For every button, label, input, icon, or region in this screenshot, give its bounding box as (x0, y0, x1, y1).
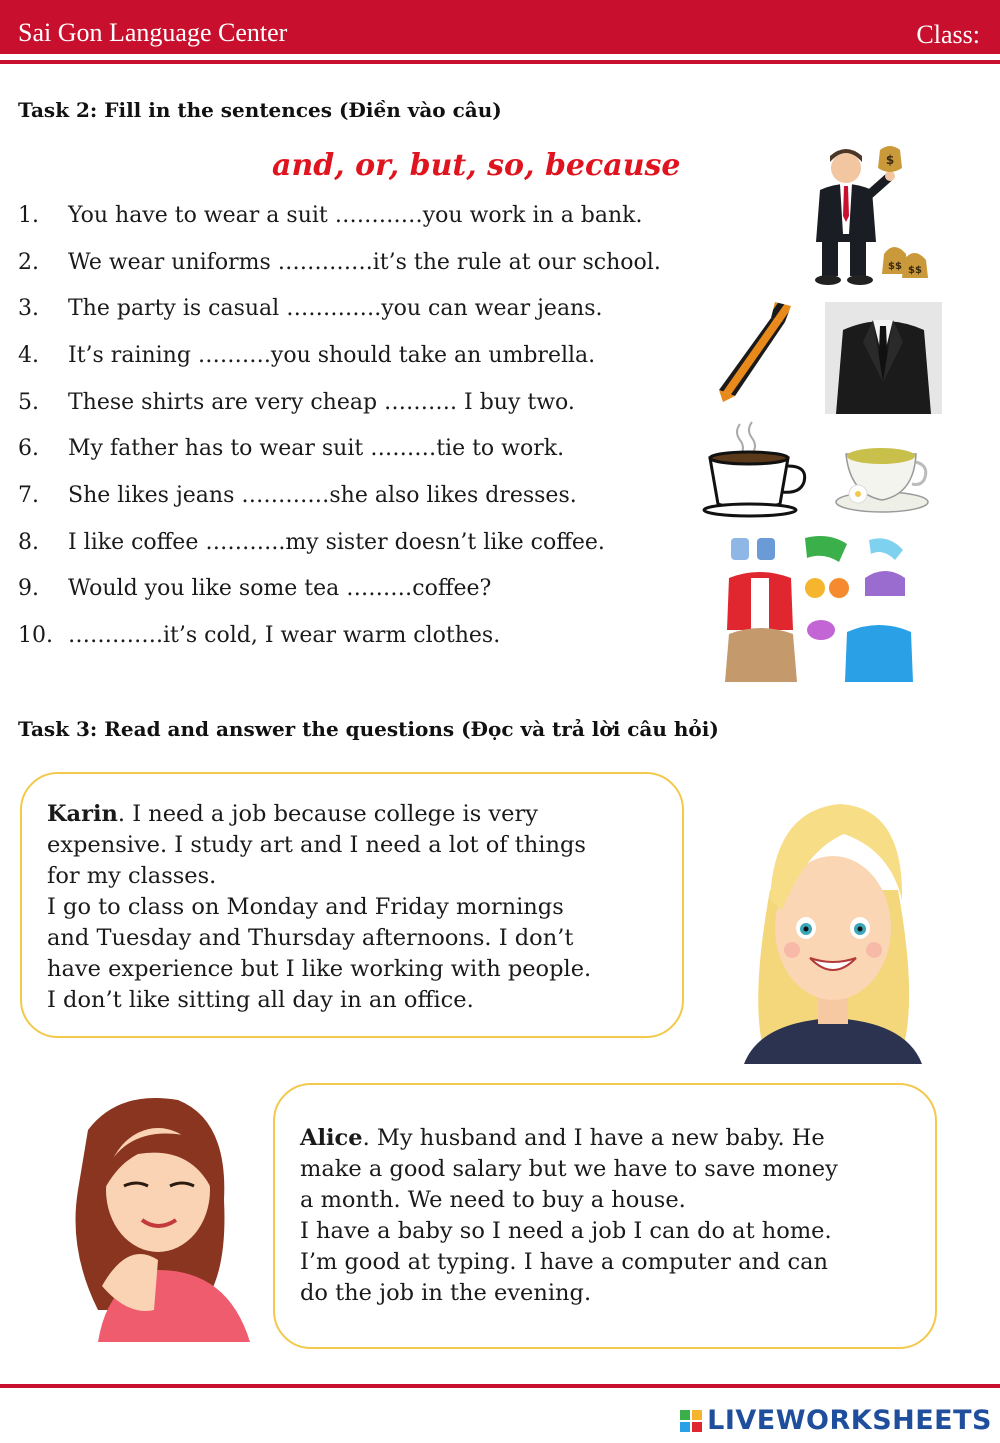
passage-line: I have a baby so I need a job I can do at home. (300, 1218, 832, 1244)
liveworksheets-logo-icon (679, 1409, 703, 1433)
passage-line: I’m good at typing. I have a computer and can (300, 1249, 829, 1275)
svg-text:$$: $$ (888, 261, 902, 272)
sentence-number: 7. (18, 483, 39, 508)
sentence-text: ………….it’s cold, I wear warm clothes. (68, 623, 501, 648)
sentence-text: These shirts are very cheap ………. I buy two. (68, 390, 575, 415)
coffee-cup-icon (702, 418, 812, 518)
sentence-number: 1. (18, 203, 39, 228)
passage-line: . My husband and I have a new baby. He (362, 1125, 825, 1151)
sentence-number: 5. (18, 390, 39, 415)
sentence-text: The party is casual ………….you can wear jeans. (68, 296, 603, 321)
passage-line: I don’t like sitting all day in an office. (47, 987, 474, 1013)
passage-line: expensive. I study art and I need a lot of things (47, 832, 586, 858)
passage-line: make a good salary but we have to save money (300, 1156, 838, 1182)
center-name: Sai Gon Language Center (18, 18, 288, 47)
tea-cup-icon (832, 436, 932, 518)
sentence-item (18, 530, 605, 555)
sentence-text: My father has to wear suit ………tie to work. (68, 436, 565, 461)
passage-line: and Tuesday and Thursday afternoons. I don’t (47, 925, 574, 951)
sentence-item (18, 250, 661, 275)
svg-text:$$: $$ (908, 265, 922, 276)
alice-name: Alice (300, 1125, 363, 1151)
passage-line: . I need a job because college is very (117, 801, 538, 827)
passage-line: a month. We need to buy a house. (300, 1187, 686, 1213)
karin-passage (47, 799, 677, 1016)
sentence-text: You have to wear a suit …………you work in a bank. (68, 203, 643, 228)
sentence-text: She likes jeans …………she also likes dresses. (68, 483, 577, 508)
black-suit-icon (825, 302, 942, 414)
karin-name: Karin (47, 801, 118, 827)
sentence-item (18, 343, 595, 368)
liveworksheets-logo[interactable] (679, 1405, 992, 1436)
sentence-text: I like coffee ………..my sister doesn’t like coffee. (68, 530, 605, 555)
passage-line: for my classes. (47, 863, 217, 889)
passage-line: do the job in the evening. (300, 1280, 592, 1306)
sentence-number: 10. (18, 623, 53, 648)
striped-tie-icon (713, 298, 797, 402)
passage-line: have experience but I like working with people. (47, 956, 592, 982)
alice-passage (300, 1123, 930, 1309)
blonde-woman-avatar (740, 790, 926, 1064)
sentence-number: 8. (18, 530, 39, 555)
header-divider (0, 60, 1000, 64)
footer-divider (0, 1384, 1000, 1388)
svg-text:$: $ (885, 153, 895, 167)
sentence-item (18, 483, 577, 508)
sentence-number: 2. (18, 250, 39, 275)
sentence-item (18, 623, 500, 648)
task3-title: Task 3: Read and answer the questions (Đọc và trả lời câu hỏi) (18, 717, 719, 741)
sentence-item (18, 203, 643, 228)
task2-title: Task 2: Fill in the sentences (Điền vào câu) (18, 98, 502, 122)
sentence-item (18, 296, 603, 321)
logo-text: LIVEWORKSHEETS (707, 1405, 992, 1436)
sentence-number: 9. (18, 576, 39, 601)
sentence-text: It’s raining ……….you should take an umbrella. (68, 343, 596, 368)
sentence-item (18, 390, 575, 415)
sentence-number: 4. (18, 343, 39, 368)
sentence-text: Would you like some tea ………coffee? (68, 576, 492, 601)
sentence-number: 6. (18, 436, 39, 461)
sentence-item (18, 576, 491, 601)
sentence-number: 3. (18, 296, 39, 321)
businessman-with-money-icon (806, 142, 936, 288)
sentence-text: We wear uniforms ………….it’s the rule at our school. (68, 250, 661, 275)
word-bank: and, or, but, so, because (272, 148, 681, 183)
class-label: Class: (916, 20, 980, 49)
passage-line: I go to class on Monday and Friday mornings (47, 894, 564, 920)
brunette-woman-avatar (58, 1090, 258, 1342)
sentence-item (18, 436, 564, 461)
winter-clothes-icon (719, 530, 919, 690)
